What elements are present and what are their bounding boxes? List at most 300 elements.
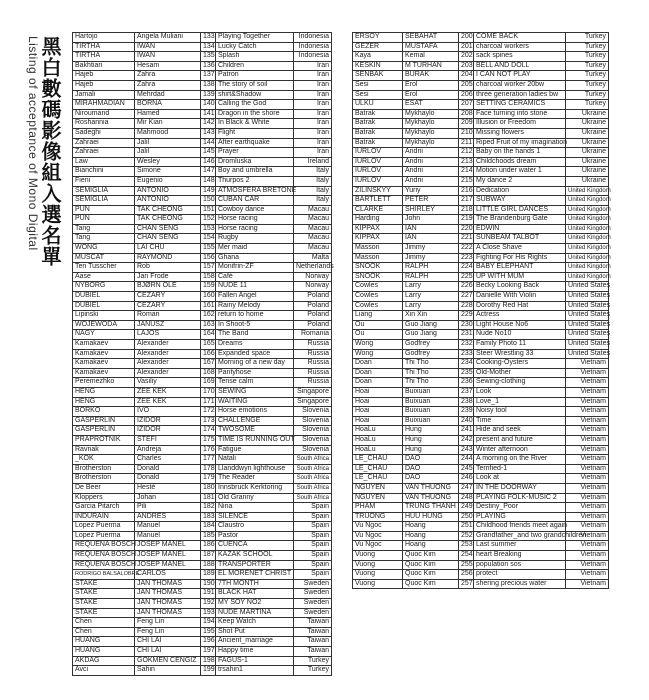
table-row [353, 167, 609, 177]
given-name-cell: Sahin [135, 666, 201, 676]
entry-number-cell: 140 [201, 100, 216, 110]
entry-number-cell: 240 [459, 416, 474, 426]
entry-number-cell: 185 [201, 531, 216, 541]
photo-title-cell: TRANSPORTER [216, 560, 294, 570]
given-name-cell: Roman [135, 311, 201, 321]
country-cell: Singapore [294, 387, 332, 397]
photo-title-cell: Dromluska [216, 157, 294, 167]
page-title [24, 36, 60, 267]
entry-number-cell: 180 [201, 483, 216, 493]
given-name-cell: Larry [403, 292, 459, 302]
country-cell: Ireland [294, 157, 332, 167]
given-name-cell: HUU HUNG [403, 512, 459, 522]
surname-cell: Masson [353, 253, 403, 263]
photo-title-cell: Noisy tool [474, 407, 566, 417]
country-cell: Romania [294, 330, 332, 340]
entry-number-cell: 257 [459, 579, 474, 589]
given-name-cell: IWAN [135, 52, 201, 62]
country-cell: Vietnam [566, 522, 609, 532]
table-row [353, 407, 609, 417]
entry-number-cell: 149 [201, 186, 216, 196]
entry-number-cell: 251 [459, 522, 474, 532]
entry-number-cell: 174 [201, 426, 216, 436]
surname-cell: PUN [73, 215, 135, 225]
photo-title-cell: Cooking-Oysters [474, 359, 566, 369]
surname-cell: Brotherston [73, 464, 135, 474]
entry-number-cell: 224 [459, 263, 474, 273]
photo-title-cell: CUENCA [216, 541, 294, 551]
given-name-cell: Godfrey [403, 340, 459, 350]
entry-number-cell: 252 [459, 531, 474, 541]
table-row [73, 128, 332, 138]
photo-title-cell: Morning of a new day [216, 359, 294, 369]
surname-cell: STAKE [73, 599, 135, 609]
surname-cell: Doan [353, 368, 403, 378]
given-name-cell: Mahmood [135, 128, 201, 138]
photo-title-cell: LITTLE GIRL DANCES [474, 205, 566, 215]
photo-title-cell: The story of soil [216, 80, 294, 90]
table-row [73, 531, 332, 541]
entry-number-cell: 146 [201, 157, 216, 167]
photo-title-cell: Motion under water 1 [474, 167, 566, 177]
table-row [353, 119, 609, 129]
given-name-cell: JAN THOMAS [135, 589, 201, 599]
surname-cell: Zahraei [73, 138, 135, 148]
given-name-cell: GOKMEN CENGIZ [135, 656, 201, 666]
surname-cell: Avci [73, 666, 135, 676]
table-row [73, 493, 332, 503]
entry-number-cell: 255 [459, 560, 474, 570]
surname-cell: STAKE [73, 608, 135, 618]
entry-number-cell: 150 [201, 196, 216, 206]
photo-title-cell: SILENCE [216, 512, 294, 522]
given-name-cell: CEZARY [135, 301, 201, 311]
acceptance-table-right [352, 32, 609, 589]
surname-cell: Jamali [73, 90, 135, 100]
entry-number-cell: 163 [201, 320, 216, 330]
table-row [73, 426, 332, 436]
entry-number-cell: 256 [459, 570, 474, 580]
surname-cell: Batrak [353, 128, 403, 138]
table-row [73, 90, 332, 100]
entry-number-cell: 250 [459, 512, 474, 522]
country-cell: Vietnam [566, 531, 609, 541]
entry-number-cell: 197 [201, 647, 216, 657]
table-row [73, 560, 332, 570]
photo-title-cell: Love_1 [474, 397, 566, 407]
entry-number-cell: 186 [201, 541, 216, 551]
photo-title-cell: COME BACK [474, 33, 566, 43]
given-name-cell: Vasiliy [135, 378, 201, 388]
surname-cell: HoaLu [353, 445, 403, 455]
surname-cell: WOJEWODA [73, 320, 135, 330]
entry-number-cell: 254 [459, 551, 474, 561]
given-name-cell: Charles [135, 455, 201, 465]
surname-cell: ULKU [353, 100, 403, 110]
table-row [353, 320, 609, 330]
country-cell: Vietnam [566, 474, 609, 484]
photo-title-cell: PLAYING FOLK-MUSIC 2 [474, 493, 566, 503]
photo-title-cell: FAGUS-1 [216, 656, 294, 666]
table-row [73, 61, 332, 71]
table-row [353, 224, 609, 234]
entry-number-cell: 161 [201, 301, 216, 311]
entry-number-cell: 239 [459, 407, 474, 417]
surname-cell: STAKE [73, 579, 135, 589]
surname-cell: Vu Ngoc [353, 531, 403, 541]
table-row [353, 61, 609, 71]
given-name-cell: VAN THUONG [403, 483, 459, 493]
photo-title-cell: Baby on the hands 1 [474, 148, 566, 158]
table-row [73, 282, 332, 292]
given-name-cell: Zahra [135, 71, 201, 81]
entry-number-cell: 133 [201, 33, 216, 43]
entry-number-cell: 165 [201, 340, 216, 350]
country-cell: Vietnam [566, 455, 609, 465]
country-cell: Turkey [566, 52, 609, 62]
country-cell: Spain [294, 512, 332, 522]
entry-number-cell: 217 [459, 196, 474, 206]
surname-cell: _KOK [73, 455, 135, 465]
entry-number-cell: 168 [201, 368, 216, 378]
surname-cell: Vuong [353, 570, 403, 580]
country-cell: Singapore [294, 397, 332, 407]
table-row [73, 608, 332, 618]
country-cell: Slovenia [294, 445, 332, 455]
country-cell: Vietnam [566, 493, 609, 503]
table-row [353, 483, 609, 493]
photo-title-cell: Patron [216, 71, 294, 81]
entry-number-cell: 160 [201, 292, 216, 302]
table-row [73, 656, 332, 666]
surname-cell: Zahraei [73, 148, 135, 158]
surname-cell: SEMIGLIA [73, 186, 135, 196]
surname-cell: Batrak [353, 119, 403, 129]
surname-cell: Liang [353, 311, 403, 321]
table-row [73, 359, 332, 369]
table-row [73, 205, 332, 215]
country-cell: Vietnam [566, 368, 609, 378]
entry-number-cell: 156 [201, 253, 216, 263]
surname-cell: Ravnak [73, 445, 135, 455]
table-row [353, 493, 609, 503]
table-row [353, 292, 609, 302]
entry-number-cell: 172 [201, 407, 216, 417]
surname-cell: PUN [73, 205, 135, 215]
photo-title-cell: charcoal worker 20bw [474, 80, 566, 90]
given-name-cell: JOSEP MANEL [135, 560, 201, 570]
entry-number-cell: 191 [201, 589, 216, 599]
photo-title-cell: Old Granny [216, 493, 294, 503]
entry-number-cell: 181 [201, 493, 216, 503]
surname-cell: HoaLu [353, 426, 403, 436]
entry-number-cell: 237 [459, 387, 474, 397]
country-cell: Taiwan [294, 618, 332, 628]
given-name-cell: ESAT [403, 100, 459, 110]
given-name-cell: Larry [403, 301, 459, 311]
country-cell: South Africa [294, 493, 332, 503]
entry-number-cell: 231 [459, 330, 474, 340]
given-name-cell: STEFI [135, 435, 201, 445]
photo-title-cell: shering precious water [474, 579, 566, 589]
entry-number-cell: 147 [201, 167, 216, 177]
surname-cell: Hajeb [73, 80, 135, 90]
photo-title-cell: Dreams [216, 340, 294, 350]
table-row [353, 416, 609, 426]
country-cell: Macau [294, 205, 332, 215]
photo-title-cell: Children [216, 61, 294, 71]
entry-number-cell: 204 [459, 71, 474, 81]
country-cell: Spain [294, 503, 332, 513]
entry-number-cell: 241 [459, 426, 474, 436]
photo-title-cell: Look [474, 387, 566, 397]
country-cell: Indonesia [294, 33, 332, 43]
given-name-cell: ANTONIO [135, 196, 201, 206]
given-name-cell: Buixuan [403, 416, 459, 426]
photo-title-cell: Rainy Melody [216, 301, 294, 311]
country-cell: Vietnam [566, 579, 609, 589]
table-row [353, 541, 609, 551]
given-name-cell: DAO [403, 464, 459, 474]
entry-number-cell: 216 [459, 186, 474, 196]
given-name-cell: Mykhaylo [403, 128, 459, 138]
table-row [353, 311, 609, 321]
photo-title-cell: TWOSOME [216, 426, 294, 436]
surname-cell: HENG [73, 387, 135, 397]
given-name-cell: Alexander [135, 340, 201, 350]
given-name-cell: MUSTAFA [403, 42, 459, 52]
given-name-cell: Jimmy [403, 253, 459, 263]
entry-number-cell: 189 [201, 570, 216, 580]
table-row [73, 503, 332, 513]
photo-title-cell: Look at [474, 474, 566, 484]
photo-title-cell: heart Breaking [474, 551, 566, 561]
country-cell: Turkey [566, 33, 609, 43]
surname-cell: TIRTHA [73, 52, 135, 62]
surname-cell: Cowles [353, 292, 403, 302]
entry-number-cell: 162 [201, 311, 216, 321]
photo-title-cell: NUDE MARTINA [216, 608, 294, 618]
surname-cell: REQUENA BOSCH [73, 541, 135, 551]
given-name-cell: Hoang [403, 522, 459, 532]
table-row [73, 618, 332, 628]
country-cell: Macau [294, 234, 332, 244]
entry-number-cell: 243 [459, 445, 474, 455]
photo-title-cell: KAZAK SCHOOL [216, 551, 294, 561]
photo-title-cell: SEWING [216, 387, 294, 397]
country-cell: Turkey [566, 61, 609, 71]
photo-title-cell: SETTING CERAMICS [474, 100, 566, 110]
country-cell: Iran [294, 138, 332, 148]
surname-cell: IURLOV [353, 167, 403, 177]
table-row [73, 167, 332, 177]
given-name-cell: Thi Tho [403, 359, 459, 369]
entry-number-cell: 220 [459, 224, 474, 234]
photo-title-cell: Monifrin-ZF [216, 263, 294, 273]
photo-title-cell: Time [474, 416, 566, 426]
country-cell: Russia [294, 349, 332, 359]
country-cell: Turkey [566, 90, 609, 100]
given-name-cell: Manuel [135, 522, 201, 532]
entry-number-cell: 222 [459, 244, 474, 254]
country-cell: United States [566, 301, 609, 311]
given-name-cell: Wesley [135, 157, 201, 167]
photo-title-cell: Family Photo 11 [474, 340, 566, 350]
title-chinese: 黑白數碼影像組入選名單 [38, 36, 62, 267]
given-name-cell: RALPH [403, 272, 459, 282]
table-row [353, 100, 609, 110]
surname-cell: BARTLETT [353, 196, 403, 206]
given-name-cell: Hung [403, 426, 459, 436]
photo-title-cell: Actress [474, 311, 566, 321]
entry-number-cell: 212 [459, 148, 474, 158]
country-cell: Ukraine [566, 176, 609, 186]
photo-title-cell: The Brandenburg Gate [474, 215, 566, 225]
photo-title-cell: Pastor [216, 531, 294, 541]
surname-cell: GASPERLIN [73, 416, 135, 426]
photo-title-cell: Café [216, 272, 294, 282]
country-cell: United States [566, 320, 609, 330]
entry-number-cell: 141 [201, 109, 216, 119]
given-name-cell: Xin Xin [403, 311, 459, 321]
entry-number-cell: 183 [201, 512, 216, 522]
table-row [353, 368, 609, 378]
table-row [73, 253, 332, 263]
given-name-cell: Alexander [135, 359, 201, 369]
surname-cell: REQUENA BOSCH [73, 560, 135, 570]
photo-title-cell: BLACK HAT [216, 589, 294, 599]
entry-number-cell: 225 [459, 272, 474, 282]
photo-title-cell: Playing Together [216, 33, 294, 43]
table-row [73, 119, 332, 129]
given-name-cell: CHAN SENG [135, 224, 201, 234]
country-cell: Norway [294, 282, 332, 292]
given-name-cell: IVO [135, 407, 201, 417]
entry-number-cell: 228 [459, 301, 474, 311]
photo-title-cell: Fighting For His Rights [474, 253, 566, 263]
surname-cell: Hoai [353, 387, 403, 397]
table-row [353, 234, 609, 244]
photo-title-cell: Nina [216, 503, 294, 513]
given-name-cell: ZEE KEK [135, 397, 201, 407]
given-name-cell: CHI LAI [135, 637, 201, 647]
entry-number-cell: 247 [459, 483, 474, 493]
entry-number-cell: 234 [459, 359, 474, 369]
given-name-cell: Feng Lin [135, 618, 201, 628]
given-name-cell: Erol [403, 90, 459, 100]
surname-cell: LE_CHAU [353, 455, 403, 465]
table-row [353, 426, 609, 436]
photo-title-cell: Becky Looking Back [474, 282, 566, 292]
given-name-cell: CHI LAI [135, 647, 201, 657]
surname-cell: TIRTHA [73, 42, 135, 52]
given-name-cell: Guo Jiang [403, 330, 459, 340]
country-cell: Russia [294, 359, 332, 369]
entry-number-cell: 170 [201, 387, 216, 397]
country-cell: South Africa [294, 464, 332, 474]
entry-number-cell: 144 [201, 138, 216, 148]
photo-title-cell: Ghana [216, 253, 294, 263]
country-cell: United Kingdom [566, 215, 609, 225]
photo-title-cell: Riped Fruit of my imagination [474, 138, 566, 148]
table-row [353, 579, 609, 589]
photo-title-cell: My dance 2 [474, 176, 566, 186]
photo-title-cell: Mer maid [216, 244, 294, 254]
given-name-cell: LAI CHU [135, 244, 201, 254]
photo-title-cell: Lucky Catch [216, 42, 294, 52]
surname-cell: TRUONG [353, 512, 403, 522]
country-cell: South Africa [294, 455, 332, 465]
table-row [73, 320, 332, 330]
given-name-cell: DAO [403, 455, 459, 465]
table-row [73, 224, 332, 234]
photo-title-cell: Grandfather_and two grandchildren [474, 531, 566, 541]
entry-number-cell: 227 [459, 292, 474, 302]
given-name-cell: Hesté [135, 483, 201, 493]
table-row [73, 42, 332, 52]
given-name-cell: Erol [403, 80, 459, 90]
entry-number-cell: 171 [201, 397, 216, 407]
country-cell: Spain [294, 570, 332, 580]
entry-number-cell: 223 [459, 253, 474, 263]
table-row [73, 109, 332, 119]
surname-cell: SENBAK [353, 71, 403, 81]
photo-title-cell: Dragon in the shore [216, 109, 294, 119]
country-cell: Turkey [566, 71, 609, 81]
table-row [353, 512, 609, 522]
table-row [73, 80, 332, 90]
photo-title-cell: Destiny_Poor [474, 503, 566, 513]
surname-cell: RODRIGO BALSALOBRE [73, 570, 135, 580]
given-name-cell: Buixuan [403, 387, 459, 397]
given-name-cell: Jimmy [403, 244, 459, 254]
given-name-cell: Andrii [403, 157, 459, 167]
entry-number-cell: 194 [201, 618, 216, 628]
given-name-cell: Andrii [403, 148, 459, 158]
country-cell: Vietnam [566, 445, 609, 455]
photo-title-cell: Dorothy Red Hat [474, 301, 566, 311]
photo-title-cell: The Band [216, 330, 294, 340]
given-name-cell: Guo Jiang [403, 320, 459, 330]
entry-number-cell: 248 [459, 493, 474, 503]
given-name-cell: Rob [135, 263, 201, 273]
entry-number-cell: 246 [459, 474, 474, 484]
photo-title-cell: charcoal workers [474, 42, 566, 52]
entry-number-cell: 151 [201, 205, 216, 215]
surname-cell: SEMIGLIA [73, 196, 135, 206]
given-name-cell: Hoang [403, 541, 459, 551]
table-row [73, 148, 332, 158]
photo-title-cell: Winter afternoon [474, 445, 566, 455]
photo-title-cell: BELL AND DOLL [474, 61, 566, 71]
given-name-cell: Manuel [135, 531, 201, 541]
entry-number-cell: 136 [201, 61, 216, 71]
table-row [73, 349, 332, 359]
entry-number-cell: 159 [201, 282, 216, 292]
surname-cell: PHAM [353, 503, 403, 513]
table-row [73, 196, 332, 206]
country-cell: Norway [294, 272, 332, 282]
entry-number-cell: 219 [459, 215, 474, 225]
table-row [353, 464, 609, 474]
given-name-cell: SHIRLEY [403, 205, 459, 215]
entry-number-cell: 195 [201, 627, 216, 637]
entry-number-cell: 142 [201, 119, 216, 129]
given-name-cell: TAK CHEONG [135, 205, 201, 215]
table-row [73, 387, 332, 397]
photo-title-cell: Keep Watch [216, 618, 294, 628]
country-cell: Russia [294, 368, 332, 378]
